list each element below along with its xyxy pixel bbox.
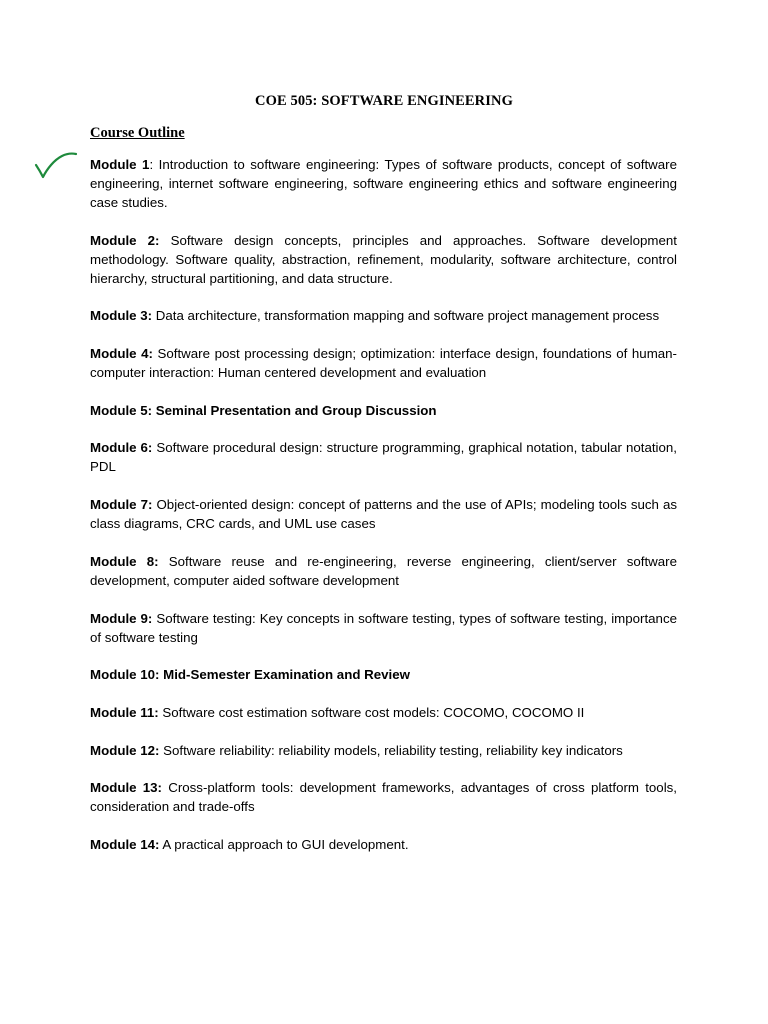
module-label: Module 9:	[90, 610, 153, 626]
module-item	[90, 401, 677, 420]
module-item	[90, 438, 677, 476]
module-separator	[159, 233, 170, 248]
module-item	[90, 741, 677, 760]
module-item	[90, 344, 677, 382]
module-separator	[159, 554, 169, 569]
module-description: Cross-platform tools: development frameworks, advantages of cross platform tools, consideration and trade-offs	[90, 780, 677, 815]
module-description: Introduction to software engineering: Types of software products, concept of software engineering, internet software engineering, software engineering ethics and software engineering case studies.	[90, 157, 678, 210]
module-label: Module 2:	[90, 232, 160, 248]
module-list	[90, 155, 677, 873]
module-label: Module 3:	[90, 308, 153, 324]
module-label: Module 4:	[90, 346, 153, 362]
module-label: Module 14:	[90, 836, 160, 852]
module-label: Module 7:	[90, 497, 153, 513]
module-item	[90, 495, 677, 533]
module-description: Software reliability: reliability models, reliability testing, reliability key indicators	[163, 742, 623, 758]
module-description: Software reuse and re-engineering, reverse engineering, client/server software development, computer aided software development	[90, 553, 677, 588]
module-item	[90, 778, 677, 816]
module-item	[90, 703, 677, 722]
module-item	[90, 835, 677, 854]
module-label: Module 6:	[90, 440, 153, 456]
module-item	[90, 155, 677, 212]
checkmark-icon	[32, 148, 80, 184]
module-description: Software cost estimation software cost models: COCOMO, COCOMO II	[162, 704, 585, 720]
module-description: Mid-Semester Examination and Review	[163, 667, 410, 683]
module-description: Software design concepts, principles and approaches. Software development methodology. Software quality, abstraction, refinement, modularity, software architecture, control hierarchy, structural partitioning, and data structure.	[90, 232, 677, 286]
course-outline-heading: Course Outline	[90, 125, 185, 141]
module-label: Module 10:	[90, 667, 160, 683]
module-description: A practical approach to GUI development.	[162, 836, 409, 852]
module-label: Module 5:	[90, 402, 153, 418]
page-title: COE 505: SOFTWARE ENGINEERING	[255, 93, 513, 109]
module-label: Module 13:	[90, 780, 162, 796]
module-label: Module 12:	[90, 742, 160, 758]
module-description: Software testing: Key concepts in software testing, types of software testing, importance of software testing	[90, 610, 677, 645]
module-item	[90, 306, 677, 325]
module-description: Seminal Presentation and Group Discussion	[155, 402, 437, 418]
module-separator: :	[149, 157, 159, 172]
module-item	[90, 231, 677, 288]
module-label: Module 11:	[90, 704, 159, 720]
module-label: Module 8:	[90, 553, 159, 569]
module-item	[90, 552, 677, 590]
module-description: Software post processing design; optimization: interface design, foundations of human-computer interaction: Human centered development and evaluation	[90, 346, 677, 381]
module-description: Object-oriented design: concept of patterns and the use of APIs; modeling tools such as class diagrams, CRC cards, and UML use cases	[90, 497, 677, 532]
module-description: Software procedural design: structure programming, graphical notation, tabular notation, PDL	[90, 440, 677, 475]
module-item	[90, 665, 677, 684]
module-label: Module 1	[90, 157, 150, 172]
module-item	[90, 609, 677, 647]
module-description: Data architecture, transformation mapping and software project management process	[155, 308, 660, 324]
